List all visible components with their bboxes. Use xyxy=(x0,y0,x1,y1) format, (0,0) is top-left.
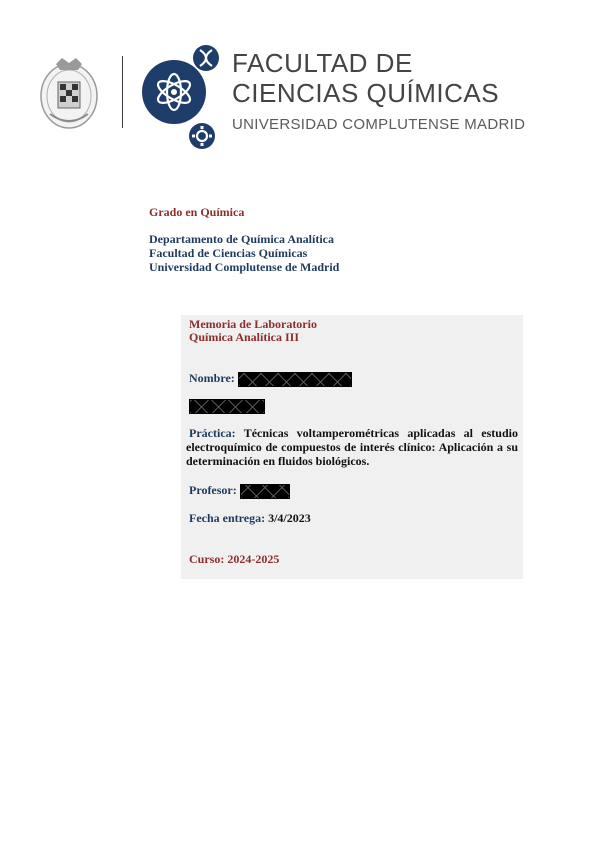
faculty-line: Facultad de Ciencias Químicas xyxy=(149,246,308,260)
report-cover-box xyxy=(181,315,523,579)
header-divider xyxy=(122,56,123,128)
practica-label: Práctica: xyxy=(189,426,236,440)
practica-paragraph xyxy=(186,426,518,468)
fecha-value: 3/4/2023 xyxy=(268,511,311,525)
practica-text: Técnicas voltamperométricas aplicadas al estudio electroquímico de compuestos de interés clínico: Aplicación a su determinación en fluidos biológicos. xyxy=(186,426,518,468)
degree-title: Grado en Química xyxy=(149,205,245,219)
report-title: Memoria de Laboratorio xyxy=(189,317,317,331)
university-line: Universidad Complutense de Madrid xyxy=(149,260,340,274)
chemistry-logo-icon xyxy=(140,44,224,150)
brand-title-line1: FACULTAD DE xyxy=(232,48,413,78)
faculty-header xyxy=(28,38,526,150)
profesor-label: Profesor: xyxy=(189,483,237,497)
brand-subtitle: UNIVERSIDAD COMPLUTENSE MADRID xyxy=(232,116,526,133)
university-seal-icon xyxy=(38,54,100,132)
curso-label: Curso: 2024-2025 xyxy=(189,552,280,566)
brand-title-line2: CIENCIAS QUÍMICAS xyxy=(232,78,500,108)
department-block xyxy=(149,232,339,274)
redacted-row xyxy=(189,398,265,414)
profesor-row xyxy=(189,483,290,499)
fecha-row xyxy=(189,511,311,526)
fecha-label: Fecha entrega: xyxy=(189,511,266,525)
nombre-row xyxy=(189,371,352,387)
nombre-label: Nombre: xyxy=(189,371,235,385)
department-line: Departamento de Química Analítica xyxy=(149,232,334,246)
redacted-name xyxy=(238,372,352,387)
report-subject: Química Analítica III xyxy=(189,330,300,344)
redacted-professor xyxy=(240,484,290,499)
redacted-field xyxy=(189,399,265,414)
